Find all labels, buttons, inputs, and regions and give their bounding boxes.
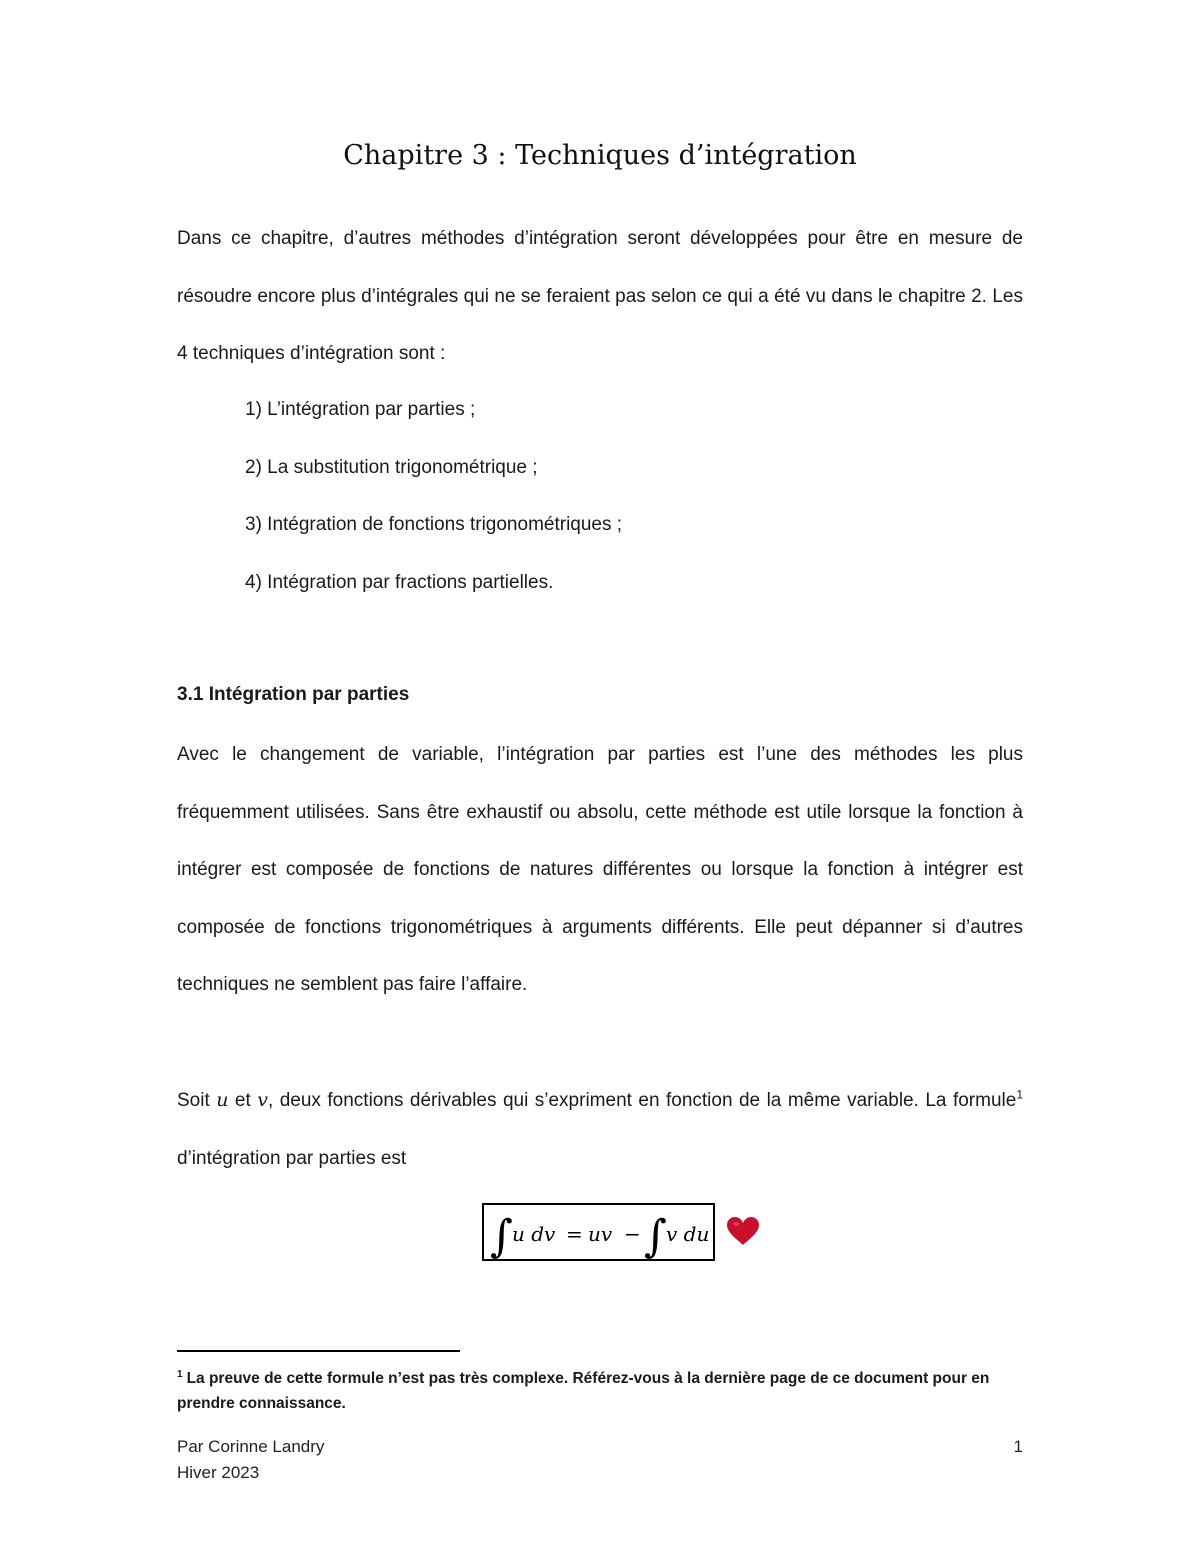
list-item: 2) La substitution trigonométrique ; bbox=[245, 456, 538, 478]
page-footer bbox=[177, 1434, 324, 1486]
footnote bbox=[177, 1366, 1023, 1416]
text-run: et bbox=[228, 1090, 258, 1111]
integral-sign-right: ∫ bbox=[644, 1211, 667, 1259]
integration-by-parts-formula bbox=[482, 1203, 715, 1261]
formula-intro-paragraph bbox=[177, 1072, 1023, 1187]
footnote-text: La preuve de cette formule n’est pas très complexe. Référez-vous à la dernière page de ce document pour en prendre connaissance. bbox=[177, 1370, 990, 1412]
heart-icon bbox=[726, 1216, 760, 1246]
minus-sign: − bbox=[624, 1222, 641, 1246]
right-integrand: v du bbox=[666, 1222, 710, 1246]
variable-u: u bbox=[216, 1089, 229, 1111]
list-item: 1) L’intégration par parties ; bbox=[245, 399, 476, 420]
page-title: Chapitre 3 : Techniques d’intégration bbox=[343, 140, 857, 171]
list-item: 4) Intégration par fractions partielles. bbox=[245, 571, 554, 593]
footnote-separator bbox=[177, 1350, 460, 1352]
list-item: 3) Intégration de fonctions trigonométriques ; bbox=[245, 514, 623, 535]
footnote-reference: 1 bbox=[1016, 1087, 1023, 1102]
formula-svg bbox=[484, 1205, 713, 1259]
left-integrand: u dv bbox=[512, 1222, 556, 1246]
equals-sign: = bbox=[566, 1222, 583, 1246]
text-run: , deux fonctions dérivables qui s’expriment en fonction de la même variable. La formule bbox=[267, 1090, 1017, 1111]
section-paragraph: Avec le changement de variable, l’intégration par parties est l’une des méthodes les plus fréquemment utilisées. Sans être exhaustif ou absolu, cette méthode est utile lorsque la fonction à intégrer est composée de fonctions de natures différentes ou lorsque la fonction à intégrer est composée de fonctions trigonométriques à arguments différents. Elle peut dépanner si d’autres techniques ne semblent pas faire l’affaire. bbox=[177, 744, 1023, 995]
page-number: 1 bbox=[1013, 1437, 1023, 1456]
footer-author: Par Corinne Landry bbox=[177, 1437, 325, 1456]
footnote-mark: 1 bbox=[177, 1368, 183, 1380]
variable-v: v bbox=[257, 1089, 268, 1111]
section-heading: 3.1 Intégration par parties bbox=[177, 684, 410, 705]
techniques-list bbox=[245, 381, 622, 611]
footer-term: Hiver 2023 bbox=[177, 1463, 260, 1482]
integral-sign-left: ∫ bbox=[490, 1211, 513, 1259]
text-run: Soit bbox=[177, 1090, 217, 1111]
text-run: d’intégration par parties est bbox=[177, 1147, 407, 1169]
intro-paragraph: Dans ce chapitre, d’autres méthodes d’intégration seront développées pour être en mesure de résoudre encore plus d’intégrales qui ne se feraient pas selon ce qui a été vu dans le chapitre 2. Les 4 techniques d’intégration sont : bbox=[177, 228, 1023, 364]
product-term: uv bbox=[588, 1222, 613, 1246]
